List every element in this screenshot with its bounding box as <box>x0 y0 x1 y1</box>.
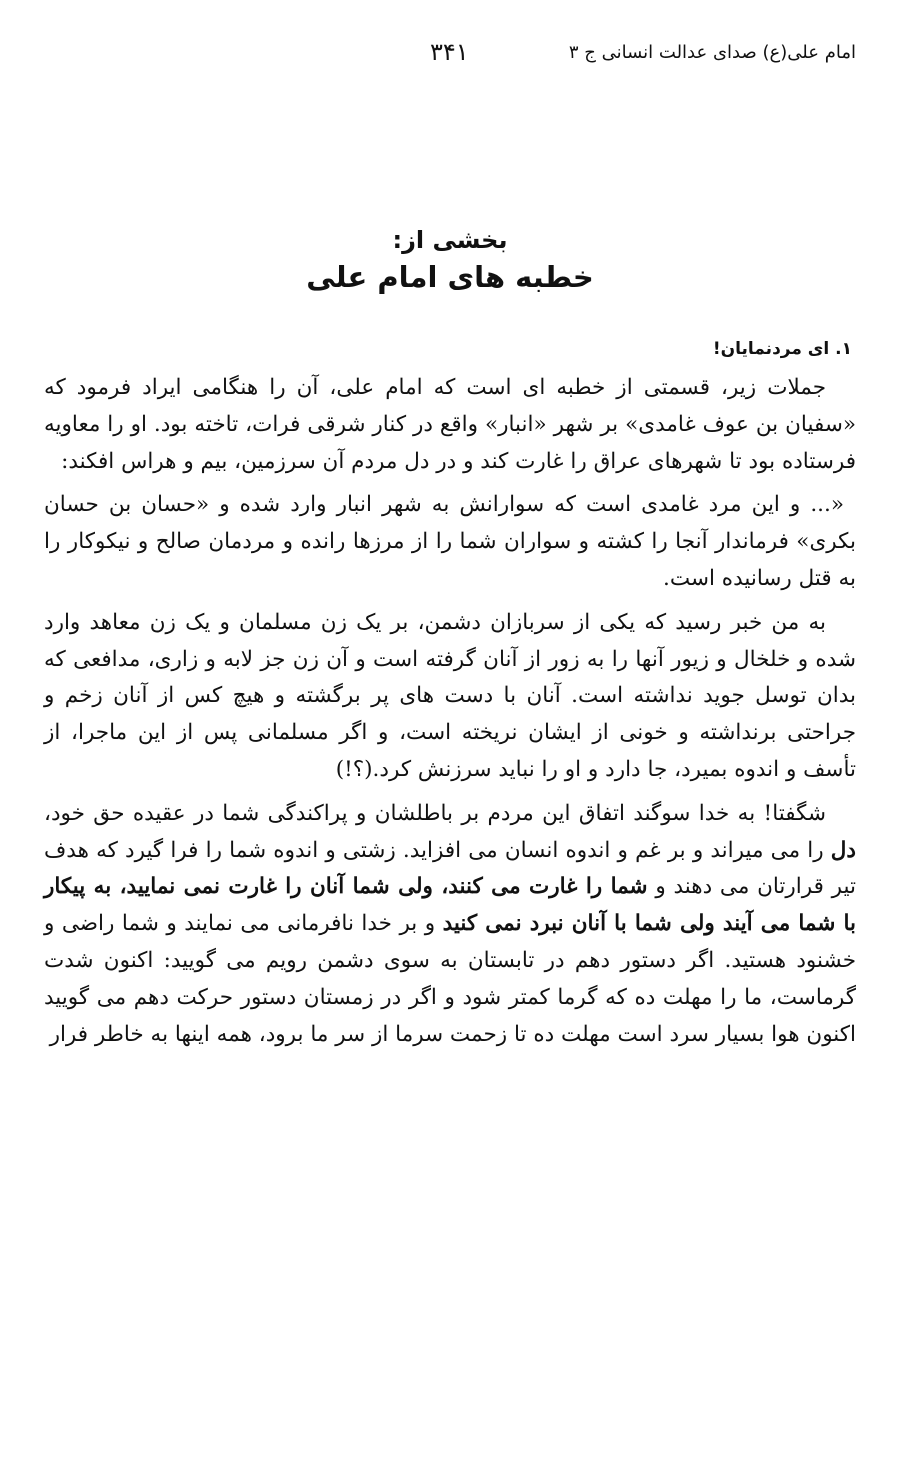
running-title: امام علی(ع) صدای عدالت انسانی ج ۳ <box>568 42 856 63</box>
text-run: شگفتا! به خدا سوگند اتفاق این مردم بر باطلشان و پراکندگی شما در عقیده حق خود، <box>44 800 826 826</box>
body-text <box>44 370 856 1053</box>
bold-text-run: شما را غارت می کنند، ولی شما آنان را غارت نمی نمایید، به پیکار با شما می آیند ولی شما با آنان نبرد نمی کنید <box>44 874 856 937</box>
text-run: و بر خدا نافرمانی می نمایند و شما راضی و خشنود هستید. اگر دستور دهم در تابستان به سوی دشمن رویم می گویید: اکنون شدت گرماست، ما را مهلت ده که گرما کمتر شود و اگر در زمستان دستور حرکت دهم می گویید اکنون هوا بسیار سرد است مهلت ده تا زحمت سرما از سر ما برود، همه اینها به خاطر فرار <box>44 911 856 1047</box>
paragraph <box>44 605 856 789</box>
text-run: «... و این مرد غامدی است که سوارانش به شهر انبار وارد شده و «حسان بن حسان بکری» فرماندار آنجا را کشته و سواران شما را از مرزها رانده و مردمان صالح و نیکوکار را به قتل رسانیده است. <box>44 492 856 591</box>
running-header <box>44 38 856 74</box>
text-run: را می میراند و بر غم و اندوه انسان می افزاید. زشتی و اندوه شما را فرا گیرد که هدف تیر قرارتان می دهند و <box>44 837 856 900</box>
page-number: ۳۴۱ <box>430 38 469 66</box>
paragraph <box>44 370 856 480</box>
section-kicker: بخشی از: <box>392 226 508 254</box>
text-run: جملات زیر، قسمتی از خطبه ای است که امام علی، آن را هنگامی ایراد فرمود که «سفیان بن عوف غامدی» بر شهر «انبار» واقع در کنار شرقی فرات، تاخته بود. او را معاویه فرستاده بود تا شهرهای عراق را غارت کند و در دل مردم آن سرزمین، بیم و هراس افکند: <box>44 375 856 474</box>
bold-text-run: دل <box>830 837 856 863</box>
subheading: ۱. ای مردنمایان! <box>712 339 852 359</box>
quote-paragraph <box>44 487 856 597</box>
text-run: به من خبر رسید که یکی از سربازان دشمن، بر یک زن مسلمان و یک زن معاهد وارد شده و خلخال و زیور آنها را به زور از آنان گرفته است و آن زن جز لابه و زاری، مدافعی که بدان توسل جوید نداشته است. آنان با دست های پر برگشته و هیچ کس از آنان زخم و جراحتی برنداشته و خونی از ایشان نریخته است، و اگر مسلمانی پس از این ماجرا، از تأسف و اندوه بمیرد، جا دارد و او را نباید سرزنش کرد.(؟!) <box>44 609 856 782</box>
section-title: خطبه های امام علی <box>306 260 594 294</box>
paragraph <box>44 796 856 1054</box>
